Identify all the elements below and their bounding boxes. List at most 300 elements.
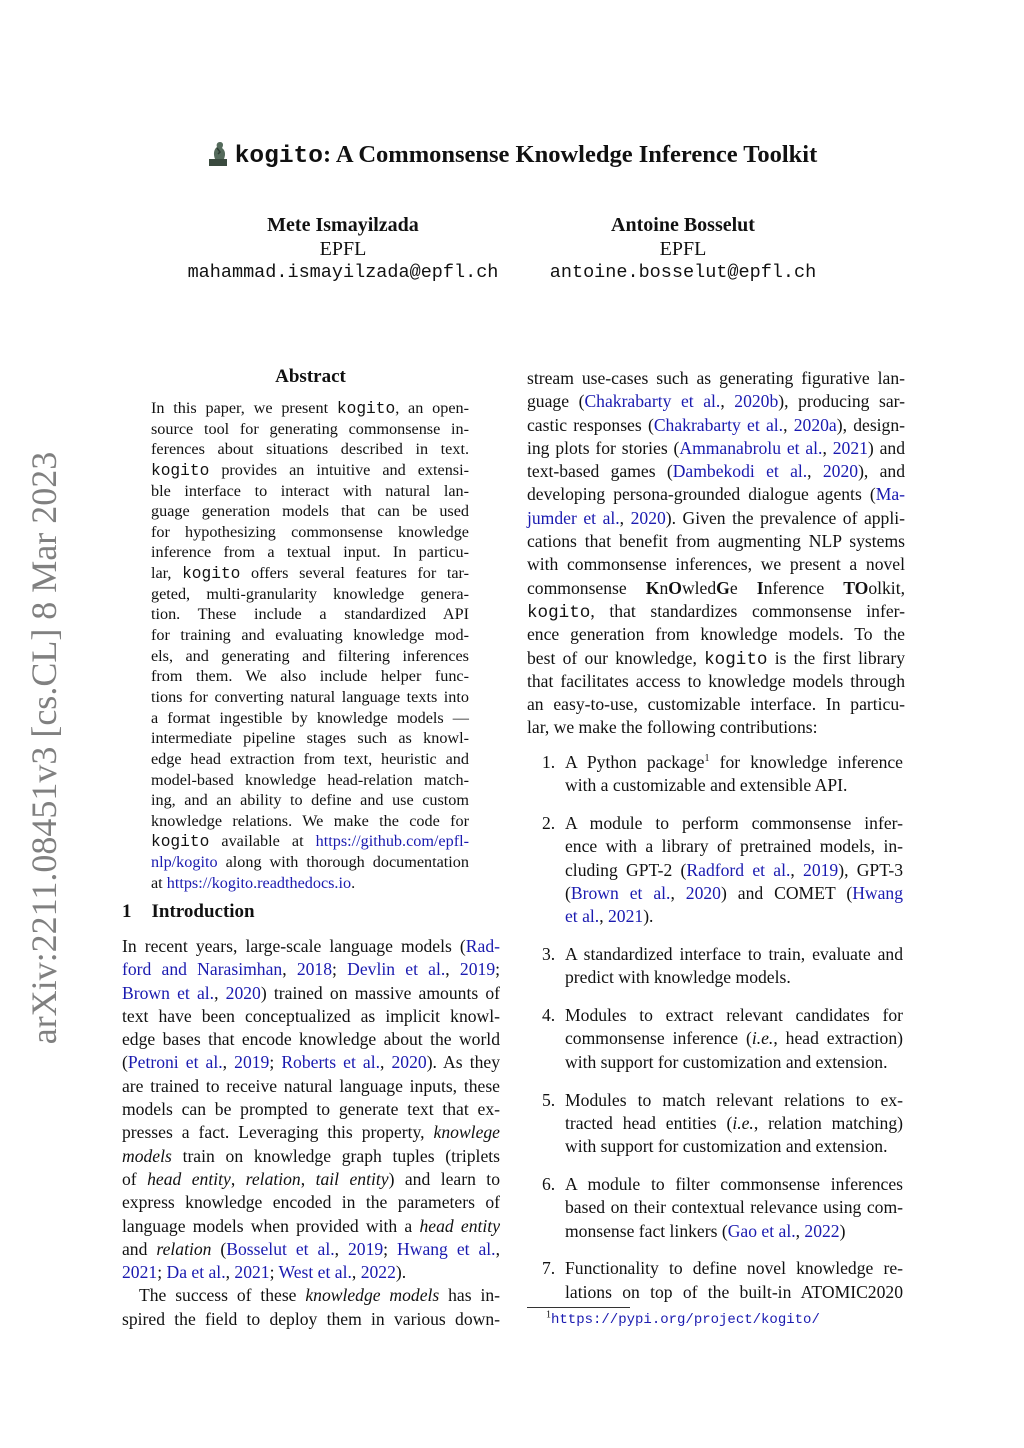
text-run: source tool for generating commonsense in- [151, 419, 469, 438]
text-run: , [380, 1052, 392, 1073]
citation-link[interactable]: Devlin et al. [347, 959, 446, 980]
text-run: with commonsense inferences, we present a novel [527, 554, 905, 575]
text-run: and [122, 1238, 157, 1259]
text-run: The success of these [139, 1285, 306, 1306]
citation-link[interactable]: Hwang et al. [397, 1238, 496, 1259]
author-name: Antoine Bosselut [611, 214, 755, 236]
text-line [565, 1196, 903, 1219]
text-line [565, 905, 903, 928]
citation-link[interactable]: Ammanabrolu et al. [679, 437, 823, 458]
text-run: ). [643, 906, 654, 927]
text-line [151, 542, 469, 563]
text-line [151, 749, 469, 770]
text-line [151, 522, 469, 543]
text-run: ferences about situations described in text. [151, 440, 469, 459]
text-line [527, 553, 905, 576]
text-run: , [334, 1238, 348, 1259]
text-run: ence generation from knowledge models. To the [527, 624, 905, 645]
text-run: commonsense [527, 577, 646, 598]
text-run: from them. We also include helper func- [151, 667, 469, 686]
text-run: that facilitates access to knowledge models through [527, 670, 905, 691]
text-run: predict with knowledge models. [565, 967, 791, 988]
citation-link[interactable]: Brown et al. [122, 982, 215, 1003]
text-run: ( [122, 1052, 128, 1073]
text-run: A module to filter commonsense inferences [565, 1173, 903, 1194]
contribution-item [527, 1089, 903, 1159]
text-run: best of our knowledge, [527, 647, 705, 668]
text-run: nference [763, 577, 844, 598]
author-affiliation: EPFL [319, 238, 367, 260]
text-line [122, 1145, 500, 1168]
citation-link[interactable]: et al. [565, 906, 600, 927]
abstract-body [151, 398, 469, 893]
text-run: based on their contextual relevance using com- [565, 1197, 903, 1218]
text-run: intermediate pipeline stages such as knowl- [151, 729, 469, 748]
text-run: , [670, 882, 686, 903]
text-run: language models when provided with a [122, 1215, 420, 1236]
contribution-item [527, 1173, 903, 1243]
text-run: available at [209, 832, 316, 851]
text-line [565, 835, 903, 858]
arxiv-stamp: arXiv:2211.08451v3 [cs.CL] 8 Mar 2023 [24, 451, 64, 1045]
text-line [565, 1135, 903, 1158]
text-line [151, 666, 469, 687]
contributions-list [527, 737, 903, 1304]
citation-link[interactable]: 2021 [234, 1262, 270, 1283]
text-line [565, 859, 903, 882]
text-line [122, 1098, 500, 1121]
text-line [527, 670, 905, 693]
text-run: . [351, 873, 356, 892]
text-run: ( [211, 1238, 227, 1259]
tool-name: kogito [151, 461, 210, 480]
citation-link[interactable]: Chakrabarty et al. [653, 414, 784, 435]
bold-text: O [668, 577, 682, 598]
text-run: has in- [439, 1285, 500, 1306]
text-run: , [822, 437, 833, 458]
italic-text: i.e. [732, 1112, 754, 1133]
text-run: , [214, 982, 226, 1003]
text-run: spired the field to deploy them in various down- [122, 1308, 500, 1329]
text-run: ). [395, 1262, 407, 1283]
footnote-mark: 1 [546, 1309, 551, 1321]
text-run: ; [269, 1262, 279, 1283]
text-line [151, 770, 469, 791]
text-line [151, 831, 469, 852]
section-title: Introduction [151, 901, 255, 922]
text-line [527, 693, 905, 716]
text-line [122, 1308, 500, 1331]
citation-link[interactable]: Hwang [852, 882, 904, 903]
text-line [151, 728, 469, 749]
text-line [527, 507, 905, 530]
text-run: an easy-to-use, customizable interface. In particu- [527, 694, 905, 715]
text-line [151, 708, 469, 729]
text-run: model-based knowledge head-relation match- [151, 770, 469, 789]
citation-link[interactable]: 2019 [459, 959, 496, 980]
abstract-heading: Abstract [275, 366, 346, 387]
text-run: , [783, 414, 794, 435]
text-run: wled [681, 577, 717, 598]
author-affiliation: EPFL [659, 238, 707, 260]
author-block-1 [160, 213, 526, 285]
text-run: In recent years, large-scale language models ( [122, 936, 466, 956]
text-line [122, 1238, 500, 1261]
contribution-item [527, 1257, 903, 1304]
text-line [565, 1281, 903, 1304]
title-text: : A Commonsense Knowledge Inference Toolkit [322, 141, 818, 168]
text-run: ). As they [426, 1052, 500, 1073]
text-run: n [659, 577, 669, 598]
text-line [565, 774, 903, 797]
italic-text: knowledge models [305, 1285, 440, 1306]
citation-link[interactable]: 2022 [804, 1220, 840, 1241]
text-run: of [122, 1168, 148, 1189]
tool-name: kogito [234, 143, 323, 170]
text-run: , [225, 1262, 235, 1283]
text-run: with support for customization and extension. [565, 1051, 888, 1072]
paper-title [0, 140, 1024, 170]
tool-name: kogito [182, 565, 241, 584]
citation-link[interactable]: https://kogito.readthedocs.io [166, 873, 352, 892]
text-line [122, 1028, 500, 1051]
tool-name: kogito [151, 833, 210, 852]
text-line [565, 943, 903, 966]
text-line [527, 460, 905, 483]
bold-text: K [645, 577, 660, 598]
text-line [565, 1051, 903, 1074]
text-run: ), producing sar- [778, 391, 906, 412]
text-run: , [495, 1238, 500, 1259]
text-run: models can be prompted to generate text that ex- [122, 1099, 500, 1120]
text-run: , [795, 1220, 805, 1241]
text-run: at [151, 873, 167, 892]
text-run: offers several features for tar- [240, 564, 469, 583]
text-run: lar, we make the following contributions: [527, 717, 818, 738]
citation-link[interactable]: 2021 [608, 906, 644, 927]
author-email[interactable]: antoine.bosselut@epfl.ch [549, 262, 817, 283]
citation-link[interactable]: 2022 [360, 1262, 396, 1283]
text-run: , [351, 1262, 361, 1283]
text-run: lations on top of the built-in ATOMIC2020 [565, 1281, 903, 1302]
text-run: edge head extraction from text, heuristic and [151, 749, 469, 768]
text-line [122, 1121, 500, 1144]
text-run: is the first library [767, 647, 905, 668]
citation-link[interactable]: 2021 [832, 437, 868, 458]
text-line [122, 1005, 500, 1028]
text-line [565, 1112, 903, 1135]
text-run: Modules to extract relevant candidates for [565, 1005, 903, 1026]
citation-link[interactable]: Dambekodi et al. [672, 461, 808, 482]
text-line [122, 1215, 500, 1238]
text-run: Modules to match relevant relations to ex- [565, 1089, 903, 1110]
text-line [122, 935, 500, 958]
text-line [151, 625, 469, 646]
text-run: with support for customization and extension. [565, 1136, 888, 1157]
text-line [151, 687, 469, 708]
citation-link[interactable]: 2020 [685, 882, 721, 903]
citation-link[interactable]: 2021 [122, 1262, 158, 1283]
contribution-item [527, 812, 903, 928]
citation-link[interactable]: Da et al. [166, 1262, 226, 1283]
section-number: 1 [122, 901, 132, 922]
text-line [527, 647, 905, 670]
bold-text: G [716, 577, 730, 598]
text-run: ble interface to interact with natural lan- [151, 481, 469, 500]
citation-link[interactable]: 2019 [234, 1052, 270, 1073]
author-block-2 [520, 213, 846, 285]
text-run: ing plots for stories ( [527, 437, 680, 458]
tool-name: kogito [336, 400, 396, 418]
text-line [122, 1261, 500, 1284]
citation-link[interactable]: Radford et al. [686, 859, 791, 880]
citation-link[interactable]: nlp/kogito [151, 853, 218, 872]
text-run: are trained to receive natural language inputs, these [122, 1075, 500, 1096]
text-line [527, 623, 905, 646]
citation-link[interactable]: 2020 [630, 507, 666, 528]
text-run: a format ingestible by knowledge models — [151, 708, 469, 727]
footnote-rule [527, 1307, 630, 1308]
text-line [122, 1075, 500, 1098]
text-run: knowledge relations. We make the code for [151, 811, 469, 830]
citation-link[interactable]: Gao et al. [727, 1220, 796, 1241]
italic-text: knowlege [433, 1122, 500, 1143]
text-run: ence with a library of pretrained models, in- [565, 836, 903, 857]
contribution-item [527, 943, 903, 990]
text-run: edge bases that encode knowledge about the world [122, 1029, 500, 1050]
text-line [151, 604, 469, 625]
text-line [565, 882, 903, 905]
thinker-statue-icon [207, 140, 229, 166]
text-run: A module to perform commonsense infer- [565, 813, 903, 834]
italic-text: relation [156, 1238, 212, 1259]
citation-link[interactable]: 2020 [225, 982, 261, 1003]
citation-link[interactable]: Petroni et al. [127, 1052, 223, 1073]
text-run: tracted head entities ( [565, 1112, 733, 1133]
citation-link[interactable]: Roberts et al. [281, 1052, 381, 1073]
text-run: lar, [151, 564, 183, 583]
text-run: express knowledge encoded in the parameters of [122, 1192, 500, 1213]
text-run: ing, and an ability to define and use custom [151, 791, 469, 810]
text-run: ). Given the prevalence of appli- [665, 507, 905, 528]
text-run: ) trained on massive amounts of [260, 982, 501, 1003]
citation-link[interactable]: Chakrabarty et al. [584, 391, 721, 412]
text-run: , an open- [395, 399, 469, 417]
text-run: ; [495, 959, 500, 980]
text-line [151, 419, 469, 440]
text-line [151, 811, 469, 832]
text-run: ; [157, 1262, 167, 1283]
citation-link[interactable]: Brown et al. [570, 882, 671, 903]
section-heading-introduction [122, 901, 255, 923]
italic-text: head entity [147, 1168, 231, 1189]
text-line [151, 460, 469, 481]
text-run: presses a fact. Leveraging this property, [122, 1122, 434, 1143]
text-line [122, 982, 500, 1005]
italic-text: models [122, 1145, 172, 1166]
text-run: , [599, 906, 608, 927]
text-line [527, 367, 905, 390]
tool-name: kogito [527, 602, 591, 623]
text-line [151, 790, 469, 811]
text-line [151, 439, 469, 460]
text-run: olkit, [868, 577, 905, 598]
text-run: ), and [858, 461, 906, 482]
text-run: monsense fact linkers ( [565, 1220, 728, 1241]
tool-name: kogito [704, 649, 768, 670]
author-name: Mete Ismayilzada [267, 214, 419, 236]
text-line [151, 481, 469, 502]
text-line [565, 1027, 903, 1050]
text-run: ; [269, 1052, 282, 1073]
citation-link[interactable]: jumder et al. [527, 507, 620, 528]
text-run: cluding GPT-2 ( [565, 859, 687, 880]
contribution-item [527, 751, 903, 798]
text-run: ( [565, 882, 571, 903]
text-run: inference from a textual input. In particu- [151, 543, 469, 562]
text-run: developing persona-grounded dialogue agents ( [527, 484, 876, 505]
intro-right-column [527, 367, 905, 740]
citation-link[interactable]: Ma- [875, 484, 905, 505]
text-run: text-based games ( [527, 461, 673, 482]
text-line [565, 966, 903, 989]
text-line [527, 530, 905, 553]
text-line [151, 646, 469, 667]
text-run: ) and COMET ( [720, 882, 853, 903]
citation-link[interactable]: Bosselut et al. [226, 1238, 335, 1259]
text-run: for hypothesizing commonsense knowledge [151, 522, 469, 541]
citation-link[interactable]: 2020a [793, 414, 837, 435]
italic-text: head entity [419, 1215, 500, 1236]
text-run: guage generation models that can be used [151, 502, 469, 521]
citation-link[interactable]: https://github.com/epfl- [315, 832, 469, 851]
text-run: ), design- [836, 414, 906, 435]
citation-link[interactable]: 2019 [347, 1238, 384, 1259]
list-number: 1. [542, 752, 556, 772]
text-run: , [790, 859, 804, 880]
text-run: ; [332, 959, 348, 980]
text-run: , [282, 959, 297, 980]
text-line [527, 600, 905, 623]
italic-text: tail entity [315, 1168, 389, 1189]
text-line [527, 390, 905, 413]
text-run: ) [839, 1220, 846, 1241]
text-line [527, 483, 905, 506]
text-run: els, and generating and filtering inferences [151, 646, 469, 665]
text-run: geted, multi-granularity knowledge genera- [151, 584, 469, 603]
text-line [565, 1004, 903, 1027]
text-run: ; [383, 1238, 398, 1259]
citation-link[interactable]: 2019 [803, 859, 839, 880]
text-run: text have been conceptualized as implicit knowl- [122, 1005, 500, 1026]
text-run: A standardized interface to train, evaluate and [565, 944, 903, 965]
text-run: , [445, 959, 460, 980]
text-run: A Python package [565, 752, 705, 772]
text-run: provides an intuitive and extensi- [209, 460, 469, 479]
text-run: for knowledge inference [709, 752, 903, 772]
text-line [151, 852, 469, 873]
citation-link[interactable]: 2020 [391, 1052, 427, 1073]
italic-text: relation [245, 1168, 301, 1189]
footnote [546, 1309, 820, 1328]
text-run: , relation matching) [753, 1112, 903, 1133]
text-run: , [230, 1168, 246, 1189]
text-run: , [222, 1052, 235, 1073]
text-line [527, 437, 905, 460]
intro-left-column [122, 935, 500, 1331]
text-line [565, 751, 903, 774]
text-line [151, 563, 469, 584]
text-run: ) and [867, 437, 906, 458]
text-run: guage ( [527, 391, 585, 412]
text-line [527, 577, 905, 600]
footnote-ref[interactable]: 1 [704, 753, 710, 765]
text-run: , [619, 507, 631, 528]
text-run: with a customizable and extensible API. [565, 775, 848, 796]
citation-link[interactable]: 2018 [296, 959, 333, 980]
text-run: , that standardizes commonsense infer- [590, 600, 905, 621]
text-run: castic responses ( [527, 414, 654, 435]
text-run: stream use-cases such as generating figurative lan- [527, 368, 905, 388]
text-line [151, 584, 469, 605]
author-email[interactable]: mahammad.ismayilzada@epfl.ch [187, 262, 499, 283]
text-line [151, 398, 469, 419]
text-run: Functionality to define novel knowledge re- [565, 1258, 903, 1279]
text-line [565, 812, 903, 835]
footnote-link[interactable]: https://pypi.org/project/kogito/ [551, 1312, 820, 1328]
text-run: In this paper, we present [151, 399, 337, 417]
list-number: 7. [542, 1258, 556, 1279]
text-run: ), GPT-3 [838, 859, 904, 880]
text-run: e [729, 577, 757, 598]
citation-link[interactable]: Rad- [465, 936, 500, 956]
citation-link[interactable]: 2020b [734, 391, 779, 412]
text-line [151, 873, 469, 894]
contribution-item [527, 1004, 903, 1074]
list-number: 4. [542, 1005, 556, 1026]
text-line [122, 958, 500, 981]
text-line [565, 1257, 903, 1280]
text-line [527, 414, 905, 437]
text-line [565, 1089, 903, 1112]
bold-text: I [756, 577, 764, 598]
citation-link[interactable]: ford and Narasimhan [122, 959, 283, 980]
text-run: commonsense inference ( [565, 1028, 752, 1049]
text-line [122, 1284, 500, 1307]
citation-link[interactable]: 2020 [822, 461, 859, 482]
text-run: tions for converting natural language texts into [151, 687, 469, 706]
text-run: , [807, 461, 823, 482]
text-line [122, 1051, 500, 1074]
text-line [565, 1173, 903, 1196]
list-number: 6. [542, 1173, 556, 1194]
bold-text: TO [843, 577, 869, 598]
text-line [565, 1220, 903, 1243]
text-line [122, 1191, 500, 1214]
text-run: ) and learn to [388, 1168, 500, 1189]
text-line [151, 501, 469, 522]
citation-link[interactable]: West et al. [278, 1262, 352, 1283]
text-run: along with thorough documentation [217, 853, 469, 872]
list-number: 5. [542, 1089, 556, 1110]
text-run: cations that benefit from augmenting NLP systems [527, 531, 905, 552]
text-run: train on knowledge graph tuples (triplets [171, 1145, 500, 1166]
italic-text: i.e. [751, 1028, 774, 1049]
text-run: for training and evaluating knowledge mod- [151, 626, 469, 645]
text-run: , [300, 1168, 316, 1189]
text-run: , head extraction) [773, 1028, 903, 1049]
text-run: , [720, 391, 735, 412]
